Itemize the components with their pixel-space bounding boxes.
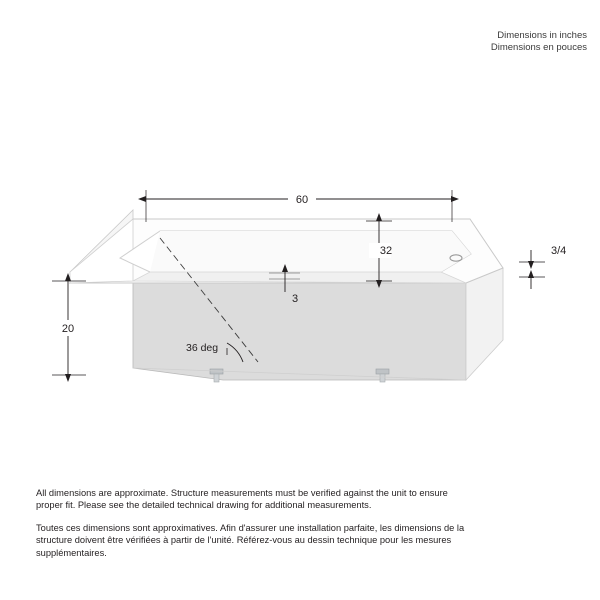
tub-inner-wall xyxy=(150,231,471,272)
note-french: Toutes ces dimensions sont approximatives. Afin d'assurer une installation parfaite, les dimensions de la structure doivent être vérifiées à partir de l'unité. Référez-vous au dessin technique pour les mesures supplémentaires. xyxy=(36,522,465,558)
dimension-60-group xyxy=(146,190,452,222)
dim-label-three-quarter: 3/4 xyxy=(551,245,567,257)
dim-label-20: 20 xyxy=(61,323,75,335)
notes-block xyxy=(36,487,474,569)
units-note-english: Dimensions in inches xyxy=(497,30,587,41)
dim-label-60: 60 xyxy=(295,194,309,206)
tub-left-apron xyxy=(70,219,133,283)
tub-front-face xyxy=(133,281,466,380)
units-note-french: Dimensions en pouces xyxy=(490,42,587,53)
dim-label-3: 3 xyxy=(292,293,299,305)
dimension-20-group xyxy=(52,281,86,375)
tub-right-face xyxy=(466,268,503,380)
dim-label-32: 32 xyxy=(379,245,393,257)
note-english: All dimensions are approximate. Structure measurements must be verified against the unit to ensure proper fit. Please see the detailed technical drawing for additional measurements. xyxy=(36,488,448,511)
dim-label-angle: 36 deg xyxy=(186,342,219,354)
tub-body xyxy=(70,210,503,382)
dimension-three-quarter-group xyxy=(519,245,566,289)
tub-interior-bottom xyxy=(133,272,466,283)
